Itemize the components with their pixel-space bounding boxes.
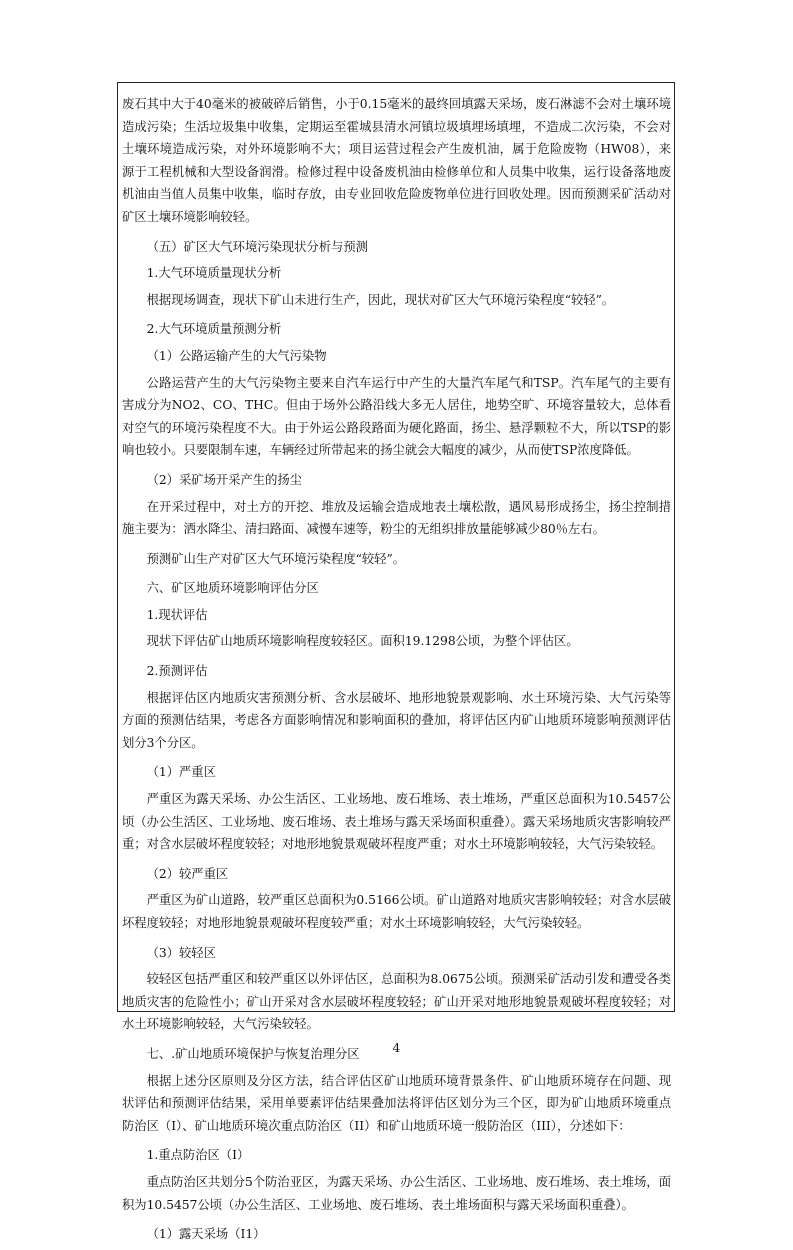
section-heading-air-pollution: （五）矿区大气环境污染现状分析与预测 bbox=[146, 239, 368, 254]
subheading-light-zone: （3）较轻区 bbox=[146, 945, 216, 960]
subheading-mining-dust: （2）采矿场开采产生的扬尘 bbox=[146, 472, 302, 487]
subheading-key-prevention-zone: 1.重点防治区（I） bbox=[146, 1148, 250, 1163]
subheading-forecast-assessment: 2.预测评估 bbox=[146, 664, 208, 679]
page-number: 4 bbox=[392, 1041, 401, 1055]
paragraph-protection-zoning: 根据上述分区原则及分区方法，结合评估区矿山地质环境背景条件、矿山地质环境存在问题、现状评估和预测评估结果，采用单要素评估结果叠加法将评估区划分为三个区，即为矿山地质环境重点防治区（I）、矿山地质环境次重点防治区（II）和矿山地质环境一般防治区（III），分述如下： bbox=[122, 1073, 671, 1133]
subheading-moderate-zone: （2）较严重区 bbox=[146, 866, 229, 881]
subheading-severe-zone: （1）严重区 bbox=[146, 765, 216, 780]
subheading-current-assessment: 1.现状评估 bbox=[146, 607, 208, 622]
paragraph-air-forecast-result: 预测矿山生产对矿区大气环境污染程度“较轻”。 bbox=[146, 551, 406, 566]
paragraph-key-prevention-zone: 重点防治区共划分5个防治亚区，为露天采场、办公生活区、工业场地、废石堆场、表土堆场，面积为10.5457公顷（办公生活区、工业场地、废石堆场、表土堆场面积与露天采场面积重叠）。 bbox=[122, 1174, 671, 1212]
paragraph-forecast-assessment: 根据评估区内地质灾害预测分析、含水层破坏、地形地貌景观影响、水土环境污染、大气污染等方面的预测估结果，考虑各方面影响情况和影响面积的叠加，将评估区内矿山地质环境影响预测评估划分3个分区。 bbox=[122, 690, 671, 750]
subheading-air-forecast: 2.大气环境质量预测分析 bbox=[146, 322, 282, 337]
document-body bbox=[122, 93, 671, 1250]
paragraph-moderate-zone: 严重区为矿山道路，较严重区总面积为0.5166公顷。矿山道路对地质灾害影响较轻；对含水层破坏程度较轻；对地形地貌景观破坏程度较严重；对水土环境影响较轻，大气污染较轻。 bbox=[122, 893, 671, 930]
subheading-road-transport: （1）公路运输产生的大气污染物 bbox=[146, 348, 327, 363]
paragraph-severe-zone: 严重区为露天采场、办公生活区、工业场地、废石堆场、表土堆场，严重区总面积为10.5457公顷（办公生活区、工业场地、废石堆场、表土堆场与露天采场面积重叠）。露天采场地质灾害影响较严重；对含水层破坏程度较轻；对地形地貌景观破坏程度严重；对水土环境影响较轻，大气污染较轻。 bbox=[122, 792, 671, 852]
paragraph-mining-dust: 在开采过程中，对土方的开挖、堆放及运输会造成地表土壤松散，遇风易形成扬尘，扬尘控制措施主要为：洒水降尘、清扫路面、减慢车速等，粉尘的无组织排放量能够减少80％左右。 bbox=[122, 499, 671, 537]
paragraph-road-transport: 公路运营产生的大气污染物主要来自汽车运行中产生的大量汽车尾气和TSP。汽车尾气的主要有害成分为NO2、CO、THC。但由于场外公路沿线大多无人居住，地势空旷、环境容量较大，总体看对空气的环境污染程度不大。由于外运公路段路面为硬化路面，扬尘、悬浮颗粒不大，所以TSP的影响也较小。只要限制车速，车辆经过所带起来的扬尘就会大幅度的减少，从而使TSP浓度降低。 bbox=[122, 375, 671, 458]
paragraph-soil-pollution: 废石其中大于40毫米的被破碎后销售，小于0.15毫米的最终回填露天采场，废石淋滤不会对土壤环境造成污染；生活垃圾集中收集，定期运至霍城县清水河镇垃圾填埋场填埋，不造成二次污染，不会对土壤环境造成污染，对外环境影响不大；项目运营过程会产生废机油，属于危险废物（HW08），来源于工程机械和大型设备润滑。检修过程中设备废机油由检修单位和人员集中收集，运行设备落地废机油由当值人员集中收集，临时存放，由专业回收危险废物单位进行回收处理。因而预测采矿活动对矿区土壤环境影响较轻。 bbox=[122, 97, 671, 224]
paragraph-air-current: 根据现场调查，现状下矿山未进行生产，因此，现状对矿区大气环境污染程度“较轻”。 bbox=[146, 292, 615, 307]
section-heading-geo-zoning: 六、矿区地质环境影响评估分区 bbox=[146, 581, 319, 596]
subheading-open-pit: （1）露天采场（I1） bbox=[146, 1227, 266, 1242]
section-heading-protection-zoning: 七、.矿山地质环境保护与恢复治理分区 bbox=[146, 1046, 360, 1061]
paragraph-current-assessment: 现状下评估矿山地质环境影响程度较轻区。面积19.1298公顷，为整个评估区。 bbox=[146, 634, 579, 649]
subheading-air-current: 1.大气环境质量现状分析 bbox=[146, 266, 282, 281]
paragraph-light-zone: 较轻区包括严重区和较严重区以外评估区，总面积为8.0675公顷。预测采矿活动引发和遭受各类地质灾害的危险性小；矿山开采对含水层破坏程度较轻；矿山开采对地形地貌景观破坏程度较轻；对水土环境影响较轻，大气污染较轻。 bbox=[122, 972, 671, 1032]
